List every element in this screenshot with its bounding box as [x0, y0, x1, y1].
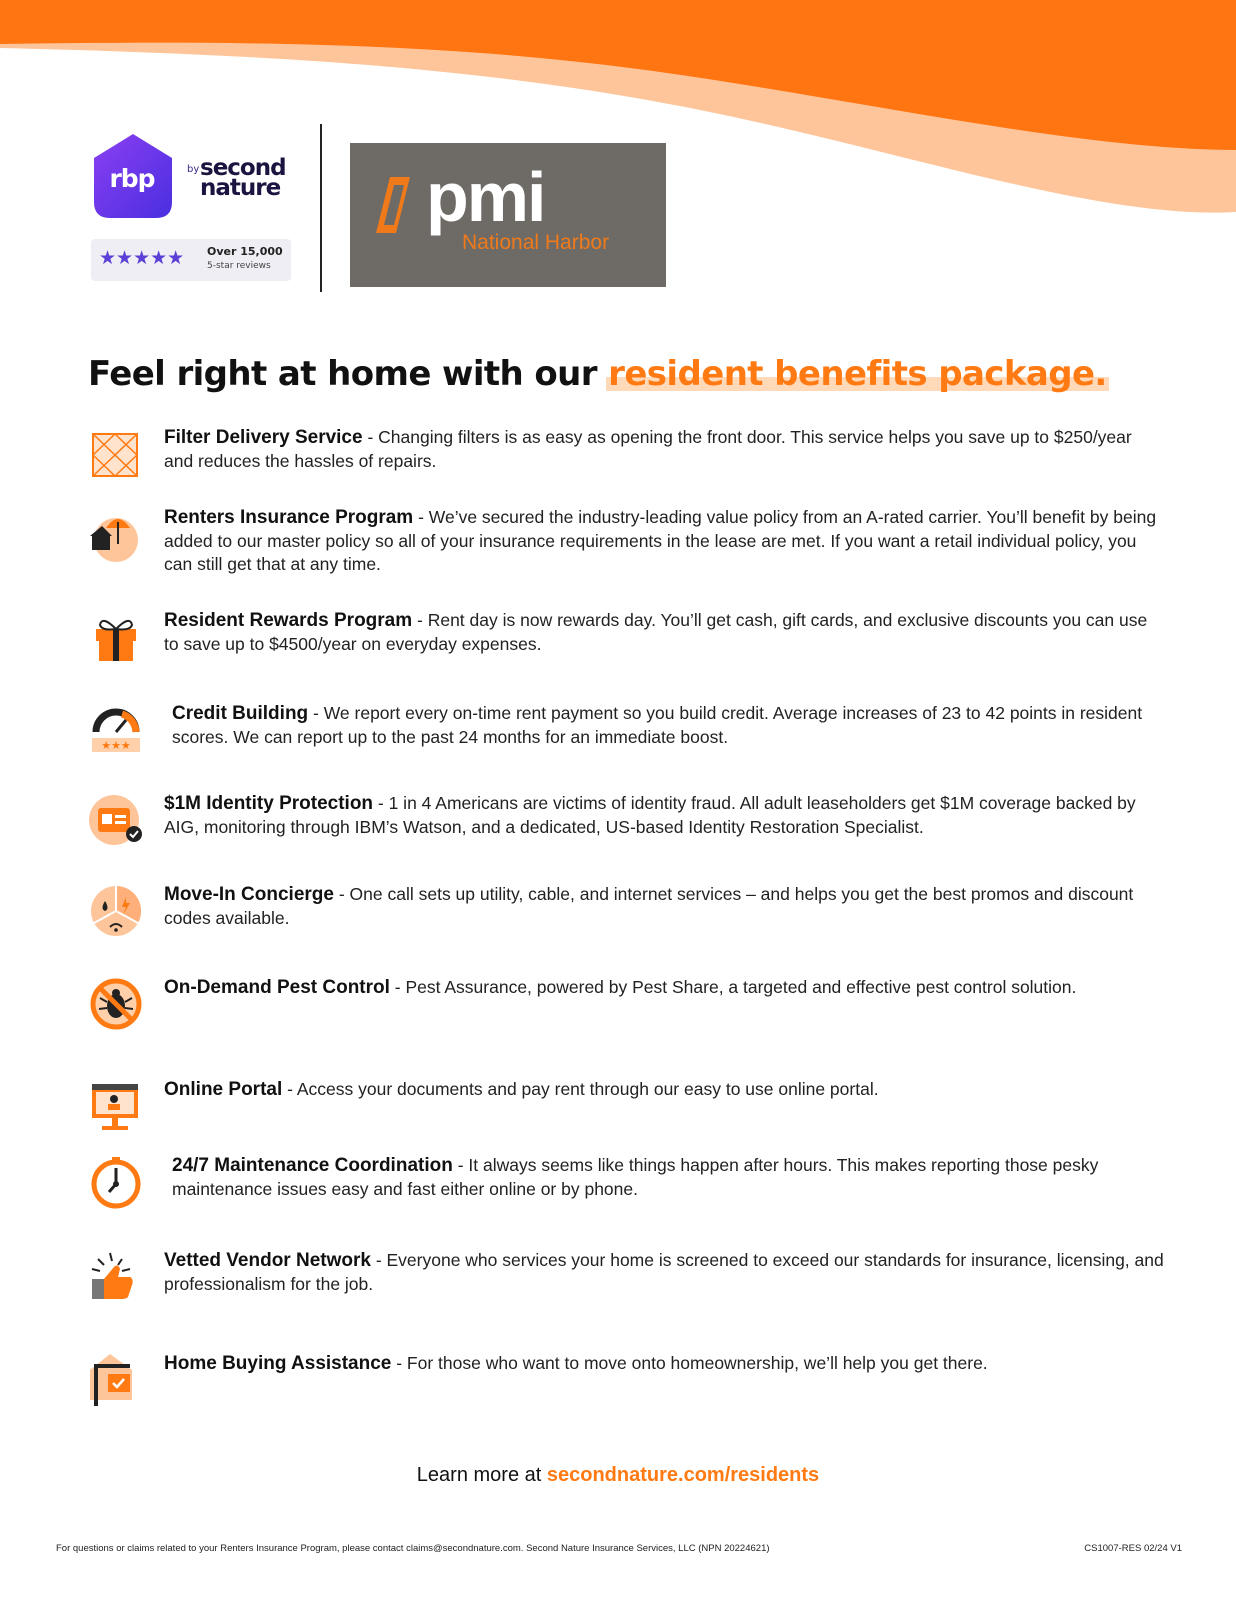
benefit-description: - Access your documents and pay rent through our easy to use online portal.	[282, 1079, 879, 1099]
benefit-text	[164, 1078, 1164, 1102]
benefit-text	[164, 792, 1164, 839]
star-rating-icon: ★★★★★	[99, 247, 185, 269]
headline-accent: resident benefits package.	[608, 354, 1107, 394]
benefit-text	[172, 702, 1172, 749]
clock-icon	[88, 1154, 144, 1210]
pmi-location: National Harbor	[462, 231, 610, 254]
learn-more-link[interactable]: secondnature.com/residents	[546, 1464, 820, 1486]
pmi-wordmark: pmi	[426, 158, 545, 236]
benefit-text	[164, 1352, 1164, 1376]
benefit-text	[164, 883, 1164, 930]
benefit-title: Resident Rewards Program	[164, 610, 413, 631]
benefit-title: Move-In Concierge	[164, 884, 334, 905]
benefit-description: - One call sets up utility, cable, and internet services – and helps you get the best promos and discount codes available.	[164, 884, 1134, 928]
learn-more-lead: Learn more at	[416, 1464, 547, 1486]
benefit-text	[164, 609, 1164, 656]
benefit-title: Vetted Vendor Network	[164, 1250, 371, 1271]
second-nature-wordmark: second nature	[200, 155, 286, 201]
benefit-title: 24/7 Maintenance Coordination	[172, 1155, 453, 1176]
reviews-badge	[91, 239, 291, 281]
benefit-title: Online Portal	[164, 1079, 283, 1100]
footer-code: CS1007-RES 02/24 V1	[1084, 1543, 1182, 1554]
thumbs-up-icon	[88, 1249, 144, 1305]
benefit-description: - Changing filters is as easy as opening the front door. This service helps you save up to $250/year and reduces the hassles of repairs.	[164, 427, 1132, 471]
benefit-text	[164, 1249, 1164, 1296]
benefit-description: - Rent day is now rewards day. You’ll get cash, gift cards, and exclusive discounts you can use to save up to $4500/year on everyday expenses.	[164, 610, 1148, 654]
by-text: by	[187, 164, 200, 175]
benefit-description: - We report every on-time rent payment so you build credit. Average increases of 23 to 42 points in resident scores. We can report up to the past 24 months for an immediate boost.	[172, 703, 1143, 747]
credit-gauge-icon	[88, 702, 144, 758]
review-count: Over 15,000	[207, 245, 283, 258]
pmi-mark-icon	[376, 175, 410, 235]
footer-note: For questions or claims related to your Renters Insurance Program, please contact claims@secondnature.com. Second Nature Insurance Services, LLC (NPN 20224621)	[56, 1543, 770, 1554]
benefit-title: Filter Delivery Service	[164, 427, 363, 448]
benefit-description: - It always seems like things happen after hours. This makes reporting those pesky maintenance issues easy and fast either online or by phone.	[172, 1155, 1099, 1199]
benefit-text	[164, 426, 1164, 473]
benefit-description: - We’ve secured the industry-leading value policy from an A-rated carrier. You’ll benefit by being added to our master policy so all of your insurance requirements in the lease are met. If you want a retail individual policy, you can still get that at any time.	[164, 507, 1157, 574]
benefit-text	[172, 1154, 1172, 1201]
monitor-icon	[88, 1078, 144, 1134]
benefit-title: On-Demand Pest Control	[164, 977, 390, 998]
benefit-description: - 1 in 4 Americans are victims of identity fraud. All adult leaseholders get $1M coverage backed by AIG, monitoring through IBM’s Watson, and a dedicated, US-based Identity Restoration Specialist.	[164, 793, 1136, 837]
logo-divider	[320, 124, 322, 292]
filter-icon	[88, 426, 144, 482]
benefit-description: - For those who want to move onto homeownership, we’ll help you get there.	[391, 1353, 988, 1373]
utilities-icon	[88, 883, 144, 939]
benefit-text	[164, 506, 1164, 577]
home-sign-icon	[88, 1352, 144, 1408]
gift-icon	[88, 609, 144, 665]
pmi-logo	[350, 143, 666, 287]
svg-text:★★★: ★★★	[101, 739, 131, 752]
pest-icon	[88, 976, 144, 1032]
umbrella-house-icon	[88, 506, 144, 562]
review-label: 5-star reviews	[207, 261, 271, 271]
headline-lead: Feel right at home with our	[88, 354, 609, 394]
benefit-title: Renters Insurance Program	[164, 507, 414, 528]
benefit-description: - Pest Assurance, powered by Pest Share, a targeted and effective pest control solution.	[389, 977, 1077, 997]
benefit-title: $1M Identity Protection	[164, 793, 374, 814]
rbp-badge-text: rbp	[109, 164, 155, 193]
id-card-icon	[88, 792, 144, 848]
benefit-text	[164, 976, 1164, 1000]
benefit-title: Home Buying Assistance	[164, 1353, 392, 1374]
learn-more-line	[0, 1464, 1236, 1487]
benefit-description: - Everyone who services your home is screened to exceed our standards for insurance, licensing, and professionalism for the job.	[164, 1250, 1164, 1294]
benefit-title: Credit Building	[172, 703, 309, 724]
page-headline	[88, 354, 1107, 394]
